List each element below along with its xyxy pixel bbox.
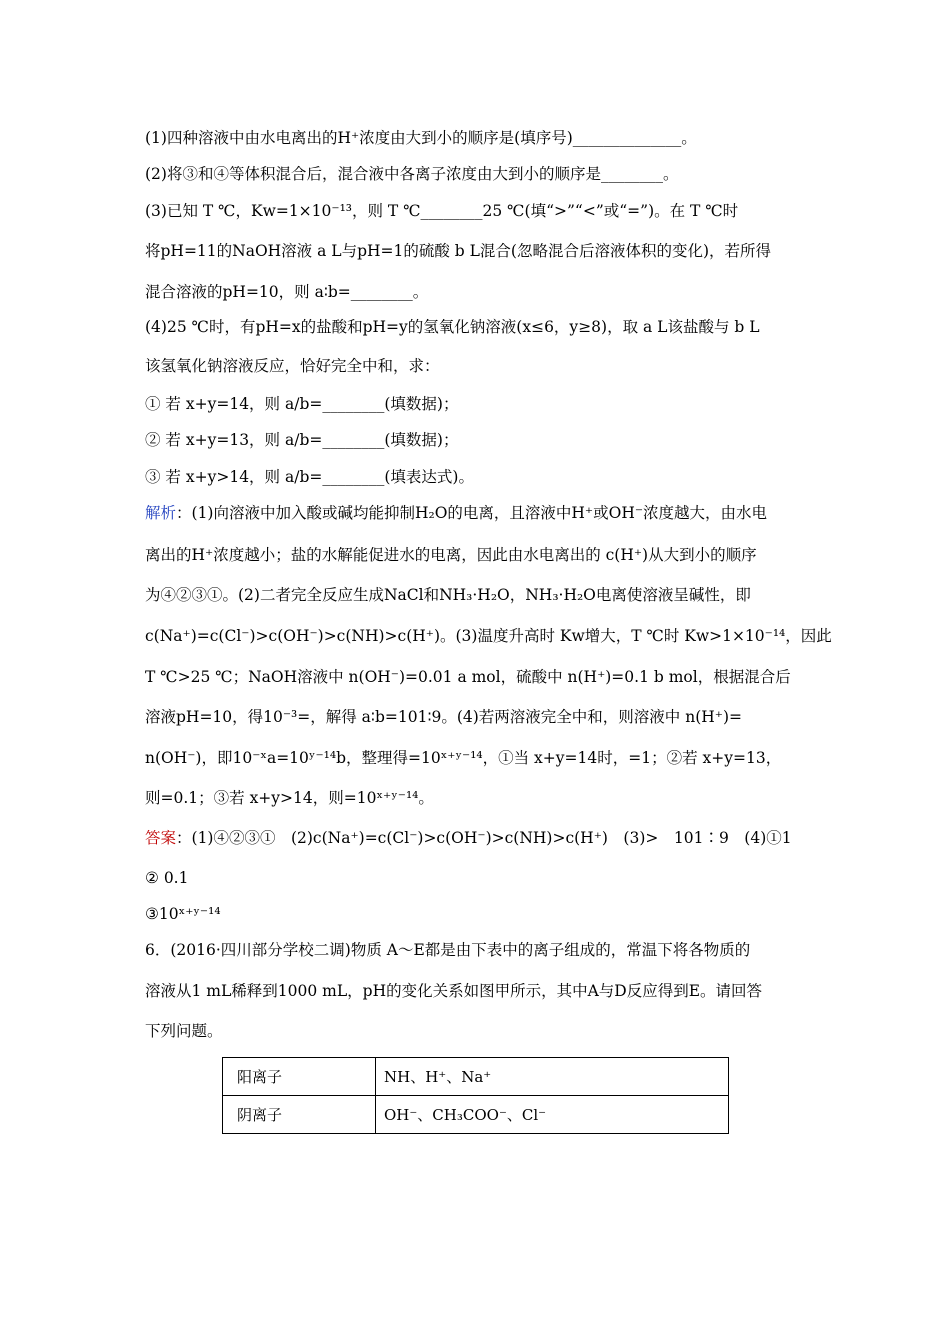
analysis-line-8: 则=0.1；③若 x+y>14，则=10ˣ⁺ʸ⁻¹⁴。 [145, 789, 434, 807]
anion-values: OH⁻、CH₃COO⁻、Cl⁻ [376, 1096, 729, 1134]
analysis-line-7: n(OH⁻)，即10⁻ˣa=10ʸ⁻¹⁴b，整理得=10ˣ⁺ʸ⁻¹⁴，①当 x+y=14时，=1；②若 x+y=13， [145, 749, 782, 767]
analysis-text-1: ：(1)向溶液中加入酸或碱均能抑制H₂O的电离，且溶液中H⁺或OH⁻浓度越大，由水电 [176, 504, 768, 522]
analysis-line-6: 溶液pH=10，得10⁻³=，解得 a∶b=101∶9。(4)若两溶液完全中和，则溶液中 n(H⁺)= [145, 708, 742, 726]
question-3-line-2: 将pH=11的NaOH溶液 a L与pH=1的硫酸 b L混合(忽略混合后溶液体积的变化)，若所得 [145, 242, 772, 260]
analysis-line-3: 为④②③①。(2)二者完全反应生成NaCl和NH₃·H₂O，NH₃·H₂O电离使溶液呈碱性，即 [145, 586, 751, 604]
answer-line-3: ③10ˣ⁺ʸ⁻¹⁴ [145, 905, 221, 923]
question-4-part-2: ② 若 x+y=13，则 a/b=________(填数据)； [145, 431, 459, 449]
question-6-line-1: 6．(2016·四川部分学校二调)物质 A～E都是由下表中的离子组成的，常温下将各物质的 [145, 941, 751, 959]
cation-values: NH、H⁺、Na⁺ [376, 1058, 729, 1096]
question-4-line-2: 该氢氧化钠溶液反应，恰好完全中和，求： [145, 357, 440, 375]
analysis-label: 解析 [145, 504, 177, 522]
analysis-line-2: 离出的H⁺浓度越小；盐的水解能促进水的电离，因此由水电离出的 c(H⁺)从大到小的顺序 [145, 546, 757, 564]
question-4-part-1: ① 若 x+y=14，则 a/b=________(填数据)； [145, 395, 459, 413]
answer-line-1 [145, 828, 792, 848]
table-row [223, 1058, 729, 1096]
question-2: (2)将③和④等体积混合后，混合液中各离子浓度由大到小的顺序是________。 [145, 165, 679, 183]
ion-table [222, 1057, 729, 1134]
question-4-line-1: (4)25 ℃时，有pH=x的盐酸和pH=y的氢氧化钠溶液(x≤6，y≥8)，取 a L该盐酸与 b L [145, 318, 760, 336]
question-3-line-3: 混合溶液的pH=10，则 a∶b=________。 [145, 283, 429, 301]
answer-line-2: ② 0.1 [145, 869, 189, 887]
table-row [223, 1096, 729, 1134]
answer-text-1: ：(1)④②③① (2)c(Na⁺)=c(Cl⁻)>c(OH⁻)>c(NH)>c(H⁺) (3)> 101∶9 (4)①1 [176, 829, 792, 847]
cation-label: 阳离子 [223, 1058, 376, 1096]
answer-label: 答案 [145, 829, 177, 847]
question-6-line-3: 下列问题。 [145, 1022, 223, 1040]
question-6-line-2: 溶液从1 mL稀释到1000 mL，pH的变化关系如图甲所示，其中A与D反应得到E。请回答 [145, 982, 763, 1000]
question-4-part-3: ③ 若 x+y>14，则 a/b=________(填表达式)。 [145, 468, 474, 486]
anion-label: 阴离子 [223, 1096, 376, 1134]
analysis-line-4: c(Na⁺)=c(Cl⁻)>c(OH⁻)>c(NH)>c(H⁺)。(3)温度升高时 Kw增大，T ℃时 Kw>1×10⁻¹⁴，因此 [145, 627, 832, 645]
question-3-line-1: (3)已知 T ℃，Kw=1×10⁻¹³，则 T ℃________25 ℃(填“>”“<”或“=”)。在 T ℃时 [145, 202, 739, 220]
question-1: (1)四种溶液中由水电离出的H⁺浓度由大到小的顺序是(填序号)______________。 [145, 129, 697, 147]
analysis-line-5: T ℃>25 ℃；NaOH溶液中 n(OH⁻)=0.01 a mol，硫酸中 n(H⁺)=0.1 b mol，根据混合后 [145, 668, 791, 686]
analysis-line-1 [145, 503, 767, 523]
